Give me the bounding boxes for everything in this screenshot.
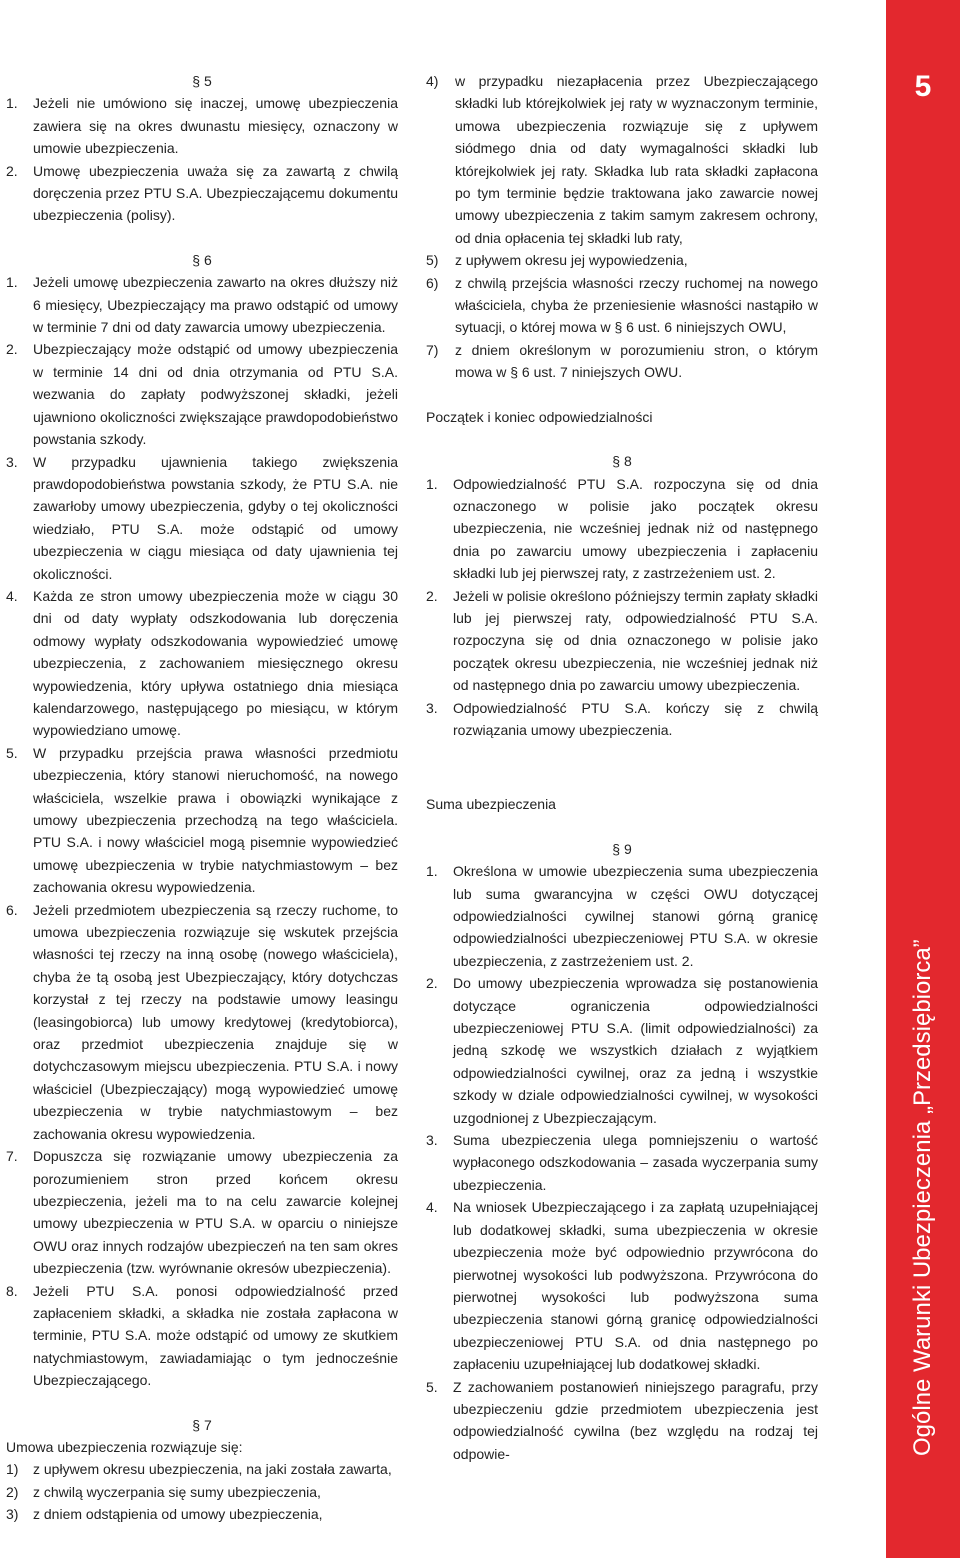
section-7-item-1 bbox=[6, 1458, 398, 1480]
section-7-item-4 bbox=[426, 70, 818, 249]
item-number: 1. bbox=[426, 475, 438, 492]
item-text: Jeżeli przedmiotem ubezpieczenia są rzeczy ruchome, to umowa ubezpieczenia rozwiązuje się wskutek przejścia własności tej rzeczy na inną osobę (nowego właściciela), chyba że tą osobą jest Ubezpieczający, który dotychczas korzystał z tej rzeczy na podstawie umowy leasingu (leasingobiorca) lub umowy kredytowej (kredytobiorca), oraz przedmiot ubezpieczenia znajduje się w dotychczasowym miejscu ubezpieczenia. PTU S.A. i nowy właściciel (Ubezpieczający) mogą wypowiedzieć umowę ubezpieczenia w trybie natychmiastowym – bez zachowania okresu wypowiedzenia. bbox=[33, 901, 398, 1142]
item-number: 7) bbox=[426, 341, 439, 358]
item-number: 2. bbox=[6, 162, 18, 179]
item-text: z chwilą przejścia własności rzeczy ruchomej na nowego właściciela, chyba że przeniesienie własności nastąpiło w sytuacji, o której mowa w § 6 ust. 6 niniejszych OWU, bbox=[455, 274, 818, 336]
item-text: Suma ubezpieczenia ulega pomniejszeniu o wartość wypłaconego odszkodowania – zasada wyczerpania sumy ubezpieczenia. bbox=[453, 1132, 818, 1193]
item-text: z upływem okresu jej wypowiedzenia, bbox=[455, 252, 688, 269]
section-6-item-8 bbox=[6, 1280, 398, 1392]
document-title-text: Ogólne Warunki Ubezpieczenia „Przedsiębiorca” bbox=[909, 939, 936, 1456]
item-text: Z zachowaniem postanowień niniejszego paragrafu, przy ubezpieczeniu gdzie przedmiotem ubezpieczenia jest odpowiedzialność cywilna (bez względu na rodzaj tej odpowie- bbox=[453, 1378, 818, 1462]
item-number: 1. bbox=[6, 274, 18, 291]
item-number: 3. bbox=[6, 453, 18, 470]
item-number: 4. bbox=[426, 1199, 438, 1216]
item-number: 3. bbox=[426, 1132, 438, 1149]
item-number: 5) bbox=[426, 252, 439, 269]
right-column bbox=[426, 70, 818, 1465]
section-9-item-4 bbox=[426, 1196, 818, 1375]
section-8-item-3 bbox=[426, 697, 818, 742]
item-text: Ubezpieczający może odstąpić od umowy ubezpieczenia w terminie 14 dni od dnia otrzymania od PTU S.A. wezwania do zapłaty podwyższonej składki, jeżeli ujawniono okoliczności zwiększające prawdopodobieństwo powstania szkody. bbox=[33, 341, 398, 448]
section-7-item-6 bbox=[426, 272, 818, 339]
item-text: W przypadku ujawnienia takiego zwiększenia prawdopodobieństwa powstania szkody, że PTU S.A. nie zawarłoby umowy ubezpieczenia, gdyby o tej okoliczności wiedziało, PTU S.A. może odstąpić od umowy ubezpieczenia w ciągu miesiąca od daty ujawnienia tej okoliczności. bbox=[33, 453, 398, 582]
item-number: 5. bbox=[426, 1378, 438, 1395]
section-7-item-2 bbox=[6, 1481, 398, 1503]
item-text: z upływem okresu ubezpieczenia, na jaki została zawarta, bbox=[33, 1461, 392, 1478]
item-text: Odpowiedzialność PTU S.A. kończy się z chwilą rozwiązania umowy ubezpieczenia. bbox=[453, 699, 818, 738]
item-text: z chwilą wyczerpania się sumy ubezpieczenia, bbox=[33, 1483, 321, 1500]
item-number: 2. bbox=[426, 975, 438, 992]
section-title-sum-insured: Suma ubezpieczenia bbox=[426, 796, 556, 813]
page-number: 5 bbox=[914, 70, 932, 103]
item-number: 3. bbox=[426, 699, 438, 716]
section-9-item-3 bbox=[426, 1129, 818, 1196]
item-text: Dopuszcza się rozwiązanie umowy ubezpieczenia za porozumieniem stron przed końcem okresu ubezpieczenia, jeżeli ma to na celu zawarcie kolejnej umowy ubezpieczenia w PTU S.A. w oparciu o niniejsze OWU oraz innych rodzajów ubezpieczeń na ten sam okres ubezpieczenia (tzw. wyrównanie okresów ubezpieczenia). bbox=[33, 1148, 398, 1277]
section-7-item-5 bbox=[426, 249, 818, 271]
section-6-item-4 bbox=[6, 585, 398, 742]
item-number: 2. bbox=[426, 587, 438, 604]
left-column bbox=[6, 70, 398, 1526]
section-6-item-5 bbox=[6, 742, 398, 899]
item-text: Do umowy ubezpieczenia wprowadza się postanowienia dotyczące ograniczenia odpowiedzialności ubezpieczeniowej PTU S.A. (limit odpowiedzialności) za jedną szkodę we wszystkich działach z wyjątkiem odpowiedzialności cywilnej, oraz za jedną i wszystkie szkody w dziale odpowiedzialności cywilnej, w wysokości uzgodnionej z Ubezpieczającym. bbox=[453, 975, 818, 1126]
section-7-item-7 bbox=[426, 339, 818, 384]
section-6-item-7 bbox=[6, 1145, 398, 1279]
item-text: Odpowiedzialność PTU S.A. rozpoczyna się od dnia oznaczonego w polisie jako początek okresu ubezpieczenia, nie wcześniej jednak niż od następnego dnia po zawarciu umowy ubezpieczenia i zapłaceniu składki lub jej pierwszej raty, z zastrzeżeniem ust. 2. bbox=[453, 475, 818, 582]
section-8-item-2 bbox=[426, 585, 818, 697]
item-number: 2) bbox=[6, 1483, 19, 1500]
item-text: Jeżeli umowę ubezpieczenia zawarto na okres dłuższy niż 6 miesięcy, Ubezpieczający ma prawo odstąpić od umowy w terminie 7 dni od daty zawarcia umowy ubezpieczenia. bbox=[33, 274, 398, 336]
section-9-item-2 bbox=[426, 972, 818, 1129]
section-5-heading: § 5 bbox=[192, 73, 212, 89]
section-6-item-6 bbox=[6, 899, 398, 1145]
item-text: Umowę ubezpieczenia uważa się za zawartą z chwilą doręczenia przez PTU S.A. Ubezpieczającemu dokumentu ubezpieczenia (polisy). bbox=[33, 162, 398, 224]
item-text: Jeżeli nie umówiono się inaczej, umowę ubezpieczenia zawiera się na okres dwunastu miesięcy, oznaczony w umowie ubezpieczenia. bbox=[33, 95, 398, 157]
section-6-heading: § 6 bbox=[192, 251, 212, 268]
section-9-item-5 bbox=[426, 1376, 818, 1466]
item-text: Jeżeli w polisie określono późniejszy termin zapłaty składki lub jej pierwszej raty, odpowiedzialność PTU S.A. rozpoczyna się od dnia oznaczonego w polisie jako początek okresu ubezpieczenia, nie wcześniej jednak niż od następnego dnia po zawarciu umowy ubezpieczenia. bbox=[453, 587, 818, 694]
item-number: 7. bbox=[6, 1148, 18, 1165]
section-7-heading: § 7 bbox=[192, 1416, 212, 1433]
item-text: Każda ze stron umowy ubezpieczenia może w ciągu 30 dni od daty wypłaty odszkodowania lub doręczenia odmowy wypłaty odszkodowania wypowiedzieć umowę ubezpieczenia, z zachowaniem miesięcznego okresu wypowiedzenia, który upływa ostatniego dnia miesiąca kalendarzowego, następującego po miesiącu, w którym wypowiedziano umowę. bbox=[33, 587, 398, 739]
item-text: W przypadku przejścia prawa własności przedmiotu ubezpieczenia, który stanowi nieruchomość, na nowego właściciela, wszelkie prawa i obowiązki wynikające z umowy ubezpieczenia przechodzą na tego właściciela. PTU S.A. i nowy właściciel mogą pisemnie wypowiedzieć umowę ubezpieczenia w trybie natychmiastowym – bez zachowania okresu wypowiedzenia. bbox=[33, 744, 398, 896]
section-5-item-2 bbox=[6, 160, 398, 227]
item-number: 1) bbox=[6, 1461, 19, 1478]
section-8-item-1 bbox=[426, 473, 818, 585]
section-6-item-2 bbox=[6, 338, 398, 450]
item-number: 4. bbox=[6, 587, 18, 604]
section-title-liability-period: Początek i koniec odpowiedzialności bbox=[426, 408, 653, 425]
section-7-item-3 bbox=[6, 1503, 398, 1525]
item-number: 6. bbox=[6, 901, 18, 918]
document-title bbox=[909, 939, 951, 1456]
sidebar bbox=[886, 0, 960, 1558]
item-number: 8. bbox=[6, 1282, 18, 1299]
item-number: 2. bbox=[6, 341, 18, 358]
item-number: 5. bbox=[6, 744, 18, 761]
item-text: w przypadku niezapłacenia przez Ubezpieczającego składki lub którejkolwiek jej raty w wyznaczonym terminie, umowa ubezpieczenia rozwiązuje się z upływem siódmego dnia od daty wymagalności składki lub którejkolwiek jej raty. Składka lub rata składki zapłacona po tym terminie będzie traktowana jako zawarcie nowej umowy ubezpieczenia z takim samym zakresem ochrony, od dnia opłacenia tej składki lub raty, bbox=[455, 73, 818, 246]
section-6-item-3 bbox=[6, 451, 398, 585]
item-text: z dniem określonym w porozumieniu stron, o którym mowa w § 6 ust. 7 niniejszych OWU. bbox=[455, 341, 818, 381]
item-text: z dniem odstąpienia od umowy ubezpieczenia, bbox=[33, 1506, 323, 1523]
item-number: 1. bbox=[6, 95, 18, 112]
item-number: 3) bbox=[6, 1506, 19, 1523]
section-8-heading: § 8 bbox=[612, 453, 632, 470]
section-9-heading: § 9 bbox=[612, 840, 632, 857]
section-5-item-1 bbox=[6, 92, 398, 159]
item-text: Na wniosek Ubezpieczającego i za zapłatą uzupełniającej lub dodatkowej składki, suma ubezpieczenia w okresie ubezpieczenia może być odpowiednio przywrócona do pierwotnej wysokości lub podwyższona. Przywrócona do pierwotnej wysokości lub podwyższona suma ubezpieczenia stanowi górną granicę odpowiedzialności ubezpieczeniowej PTU S.A. od dnia następnego po zapłaceniu uzupełniającej lub dodatkowej składki. bbox=[453, 1199, 818, 1373]
section-9-item-1 bbox=[426, 860, 818, 972]
item-text: Jeżeli PTU S.A. ponosi odpowiedzialność przed zapłaceniem składki, a składka nie została zapłacona w terminie, PTU S.A. może odstąpić od umowy ze skutkiem natychmiastowym, zawiadamiając o tym jednocześnie Ubezpieczającego. bbox=[33, 1282, 398, 1389]
item-number: 6) bbox=[426, 274, 439, 291]
item-text: Określona w umowie ubezpieczenia suma ubezpieczenia lub suma gwarancyjna w części OWU dotyczącej odpowiedzialności cywilnej stanowi górną granicę odpowiedzialności ubezpieczeniowej PTU S.A. w okresie ubezpieczenia, z zastrzeżeniem ust. 2. bbox=[453, 863, 818, 969]
section-7-intro: Umowa ubezpieczenia rozwiązuje się: bbox=[6, 1438, 243, 1455]
item-number: 1. bbox=[426, 863, 438, 880]
item-number: 4) bbox=[426, 73, 439, 89]
section-6-item-1 bbox=[6, 271, 398, 338]
